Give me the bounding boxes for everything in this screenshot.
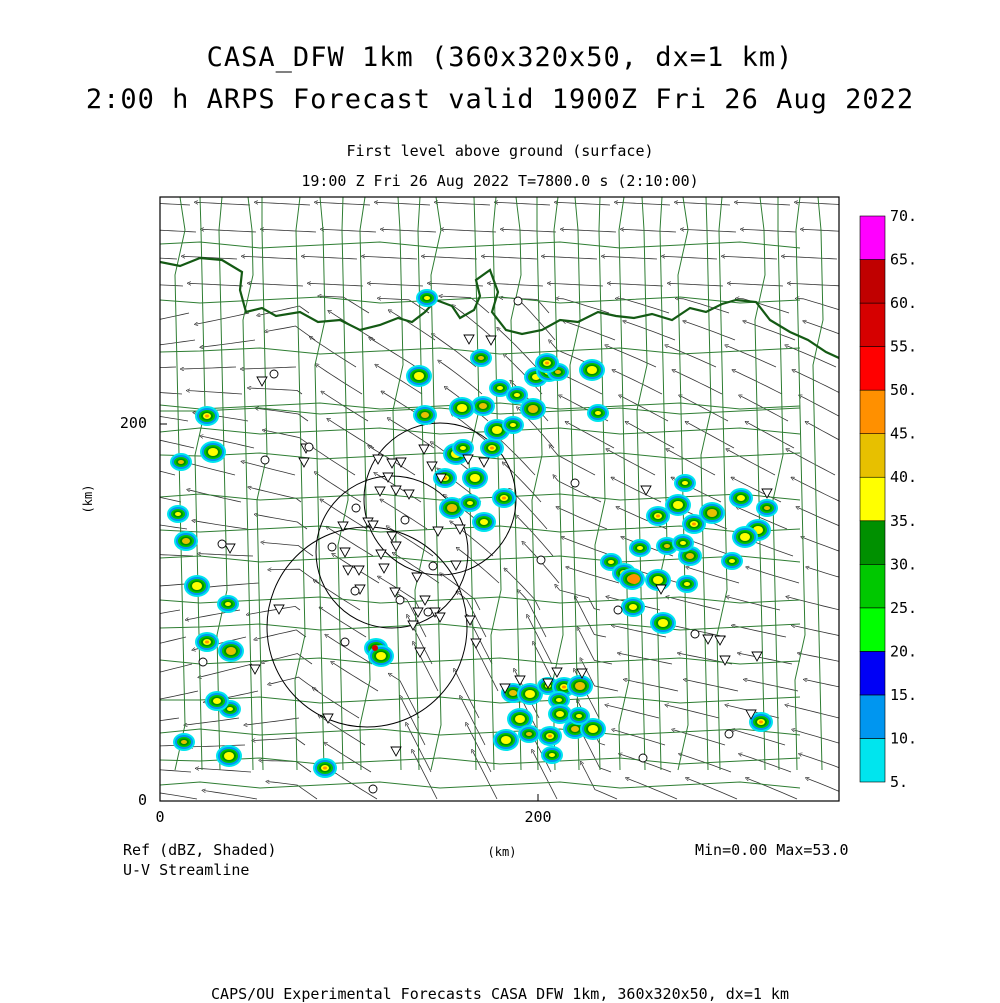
- storm-cell: [579, 359, 605, 381]
- colorbar-label: 70.: [890, 207, 918, 225]
- storm-cell: [506, 386, 528, 404]
- storm-cell: [587, 404, 609, 422]
- storm-cell: [665, 494, 691, 516]
- storm-cell: [174, 531, 198, 551]
- storm-cell: [416, 289, 438, 307]
- colorbar-label: 25.: [890, 598, 918, 617]
- colorbar-label: 20.: [890, 642, 918, 661]
- colorbar-swatch: [860, 390, 885, 434]
- storm-cell: [676, 575, 698, 593]
- storm-cell: [756, 499, 778, 517]
- colorbar-swatch: [860, 738, 885, 782]
- colorbar-swatch: [860, 608, 885, 652]
- station-circle: [691, 630, 699, 638]
- strong-storm-cell: [628, 574, 640, 584]
- station-circle: [429, 562, 437, 570]
- storm-cell: [452, 439, 474, 457]
- storm-cell: [205, 691, 229, 711]
- storm-cell: [184, 575, 210, 597]
- level-subtitle: First level above ground (surface): [346, 142, 654, 160]
- colorbar-label: 60.: [890, 294, 918, 313]
- title-line-1: CASA_DFW 1km (360x320x50, dx=1 km): [206, 42, 794, 73]
- storm-cell: [195, 632, 219, 652]
- storm-cell: [433, 468, 457, 488]
- colorbar-label: 65.: [890, 250, 918, 269]
- storm-cell: [535, 353, 559, 373]
- storm-cell: [313, 758, 337, 778]
- y-tick-200: 200: [119, 414, 147, 432]
- storm-cell: [480, 438, 504, 458]
- title-line-2: 2:00 h ARPS Forecast valid 1900Z Fri 26 Aug 2022: [85, 84, 915, 115]
- colorbar-swatch: [860, 260, 885, 304]
- storm-cell: [170, 453, 192, 471]
- storm-cell: [470, 349, 492, 367]
- station-circle: [725, 730, 733, 738]
- station-circle: [305, 443, 313, 451]
- storm-cell: [167, 505, 189, 523]
- station-circle: [369, 785, 377, 793]
- colorbar-label: 35.: [890, 511, 918, 530]
- field-label: Ref (dBZ, Shaded): [123, 841, 277, 859]
- station-circle: [424, 608, 432, 616]
- storm-cell: [502, 416, 524, 434]
- storm-cell: [218, 640, 244, 662]
- station-circle: [639, 754, 647, 762]
- storm-cell: [406, 365, 432, 387]
- storm-cell: [699, 502, 725, 524]
- storm-cell: [567, 675, 593, 697]
- min-max-label: Min=0.00 Max=53.0: [695, 841, 849, 859]
- colorbar-swatch: [860, 521, 885, 565]
- storm-cell: [216, 745, 242, 767]
- station-circle: [514, 297, 522, 305]
- vector-label: U-V Streamline: [123, 861, 250, 879]
- colorbar-label: 40.: [890, 468, 918, 487]
- station-circle: [614, 606, 622, 614]
- storm-cell: [732, 526, 758, 548]
- storm-cell: [472, 512, 496, 532]
- station-circle: [199, 658, 207, 666]
- colorbar-swatch: [860, 434, 885, 478]
- station-circle: [571, 479, 579, 487]
- colorbar-swatch: [860, 695, 885, 739]
- colorbar-label: 50.: [890, 381, 918, 400]
- y-axis-label: (km): [81, 484, 95, 514]
- storm-cell: [629, 539, 651, 557]
- colorbar-label: 45.: [890, 424, 918, 443]
- storm-cell: [721, 552, 743, 570]
- storm-cell: [368, 645, 394, 667]
- y-tick-0: 0: [137, 791, 147, 809]
- colorbar-swatch: [860, 651, 885, 695]
- station-circle: [328, 543, 336, 551]
- colorbar-label: 55.: [890, 337, 918, 356]
- storm-cell: [462, 467, 488, 489]
- colorbar-swatch: [860, 216, 885, 260]
- storm-cell: [195, 406, 219, 426]
- colorbar-swatch: [860, 347, 885, 391]
- station-circle: [396, 596, 404, 604]
- colorbar-swatch: [860, 564, 885, 608]
- storm-cell: [729, 488, 753, 508]
- station-circle: [537, 556, 545, 564]
- time-subtitle: 19:00 Z Fri 26 Aug 2022 T=7800.0 s (2:10:00): [301, 172, 699, 190]
- colorbar-label: 10.: [890, 729, 918, 748]
- storm-cell: [449, 397, 475, 419]
- storm-cell: [413, 405, 437, 425]
- x-tick-200: 200: [524, 808, 552, 826]
- footer-credit: CAPS/OU Experimental Forecasts CASA DFW 1km, 360x320x50, dx=1 km: [211, 985, 789, 1003]
- colorbar-swatch: [860, 303, 885, 347]
- storm-cell: [568, 707, 590, 725]
- max-reflectivity-cell: [372, 645, 378, 651]
- colorbar-label: 15.: [890, 685, 918, 704]
- storm-cell: [200, 441, 226, 463]
- storm-cell: [493, 729, 519, 751]
- storm-cell: [621, 597, 645, 617]
- storm-cell: [541, 746, 563, 764]
- storm-cell: [173, 733, 195, 751]
- station-circle: [261, 456, 269, 464]
- station-circle: [401, 516, 409, 524]
- station-circle: [351, 587, 359, 595]
- colorbar-label: 30.: [890, 555, 918, 574]
- storm-cell: [492, 488, 516, 508]
- station-circle: [218, 540, 226, 548]
- storm-cell: [518, 725, 540, 743]
- colorbar-swatch: [860, 477, 885, 521]
- colorbar-label: 5.: [890, 773, 909, 791]
- station-circle: [270, 370, 278, 378]
- storm-cell: [459, 494, 481, 512]
- storm-cell: [538, 726, 562, 746]
- storm-cell: [650, 612, 676, 634]
- x-axis-label: (km): [487, 845, 517, 859]
- storm-cell: [672, 534, 694, 552]
- storm-cell: [217, 595, 239, 613]
- station-circle: [352, 504, 360, 512]
- storm-cell: [674, 474, 696, 492]
- colorbar: [860, 207, 917, 791]
- x-tick-0: 0: [155, 808, 165, 826]
- station-circle: [341, 638, 349, 646]
